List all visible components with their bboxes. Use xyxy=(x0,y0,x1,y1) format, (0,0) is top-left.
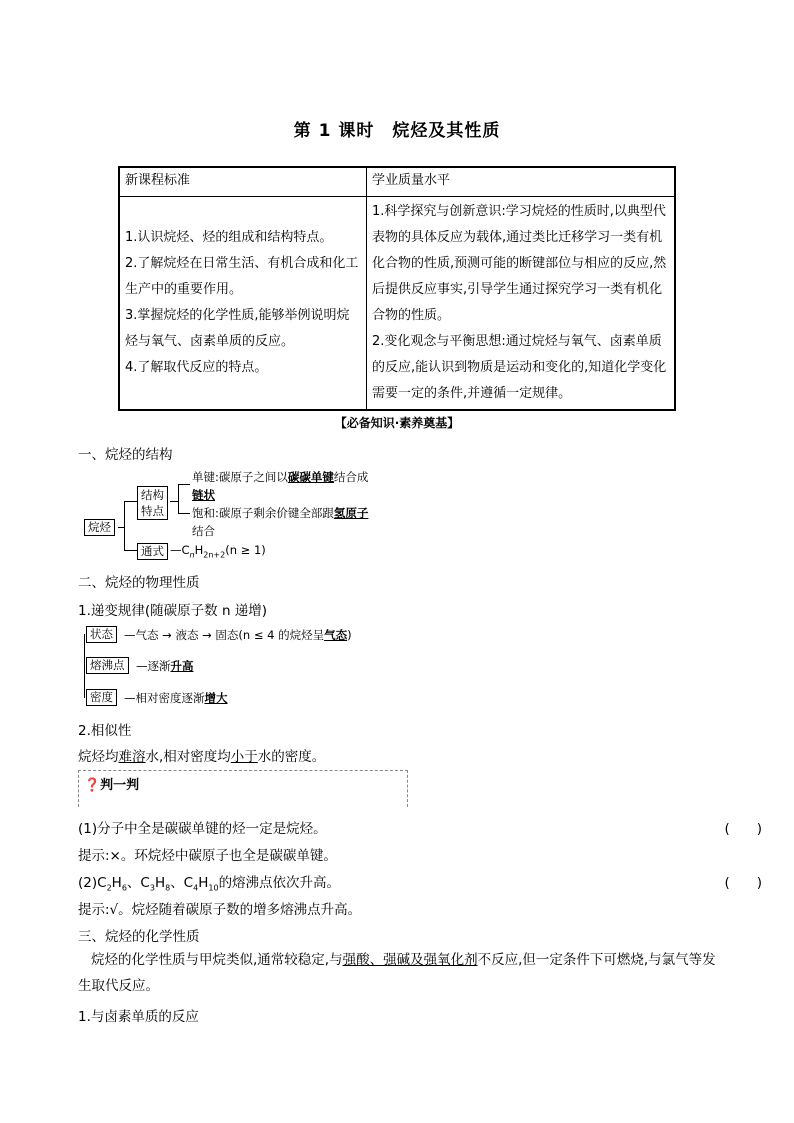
quality-item: 1.科学探究与创新意识:学习烷烃的性质时,以典型代表物的具体反应为载体,通过类比迁移学习一类有机化合物的性质,预测可能的断键部位与相应的反应,然后提供反应事实,引导学生通过探究学习一类有机化合物的性质。 xyxy=(372,204,667,323)
similarity-text: 烷烃均难溶水,相对密度均小于水的密度。 xyxy=(78,749,326,765)
section-heading: 二、烷烃的物理性质 xyxy=(78,575,200,591)
connector-line xyxy=(178,513,190,514)
subheading: 1.递变规律(随碳原子数 n 递增) xyxy=(78,603,268,619)
connector-line xyxy=(170,501,178,502)
connector-line xyxy=(124,501,137,502)
subheading: 2.相似性 xyxy=(78,723,132,739)
boiling-point-trend: —逐渐升高 xyxy=(136,659,194,673)
density-box: 密度 xyxy=(86,689,117,706)
standards-cell xyxy=(119,197,367,411)
question-1: (1)分子中全是碳碳单键的烃一定是烷烃。 xyxy=(78,821,327,837)
curriculum-table xyxy=(118,166,676,411)
connector-line xyxy=(178,484,190,485)
subheading: 1.与卤素单质的反应 xyxy=(78,1009,199,1025)
judge-label: ❓判一判 xyxy=(84,778,140,793)
connector-line xyxy=(124,501,125,550)
answer-paren-2: ( ) xyxy=(724,875,762,891)
chain-keyword: 链状 xyxy=(192,488,215,502)
standard-item: 1.认识烷烃、烃的组成和结构特点。 xyxy=(125,230,333,245)
section-heading: 一、烷烃的结构 xyxy=(78,447,173,463)
diagram-root-box: 烷烃 xyxy=(84,519,115,536)
state-trend: —气态 → 液态 → 固态(n ≤ 4 的烷烃呈气态) xyxy=(124,628,352,642)
hint-2: 提示:√。烷烃随着碳原子数的增多熔沸点升高。 xyxy=(78,902,362,918)
standard-item: 4.了解取代反应的特点。 xyxy=(125,360,268,375)
connector-line xyxy=(84,634,85,698)
section-heading: 三、烷烃的化学性质 xyxy=(78,929,200,945)
saturated-text: 饱和:碳原子剩余价键全部跟氢原子 xyxy=(192,506,369,520)
question-2: $(2)C_2H_6$、$C_3H_8$、$C_4H_{10}$的熔沸点依次升高。 xyxy=(78,875,341,893)
diagram-structure-box xyxy=(137,486,168,520)
saturated-end: 结合 xyxy=(192,524,215,538)
table-header-right: 学业质量水平 xyxy=(367,167,676,197)
diagram-formula-box: 通式 xyxy=(137,543,168,560)
section-banner: 【必备知识·素养奠基】 xyxy=(334,416,460,430)
answer-paren-1: ( ) xyxy=(724,821,762,837)
single-bond-text: 单键:碳原子之间以碳碳单键结合成 xyxy=(192,470,369,484)
state-box: 状态 xyxy=(86,626,117,643)
connector-line xyxy=(178,484,179,513)
quality-cell xyxy=(367,197,676,411)
standard-item: 3.掌握烷烃的化学性质,能够举例说明烷烃与氧气、卤素单质的反应。 xyxy=(125,308,350,349)
general-formula: $—C_nH_{2n+2}(n \ge 1)$ xyxy=(170,543,266,560)
density-trend: —相对密度逐渐增大 xyxy=(124,691,228,705)
connector-line xyxy=(124,550,137,551)
feature-label: 特点 xyxy=(141,504,164,518)
table-header-left: 新课程标准 xyxy=(119,167,367,197)
standard-item: 2.了解烷烃在日常生活、有机合成和化工生产中的重要作用。 xyxy=(125,256,359,297)
chemical-property-paragraph: 烷烃的化学性质与甲烷类似,通常较稳定,与强酸、强碱及强氧化剂不反应,但一定条件下可燃烧,与氯气等发生取代反应。 xyxy=(78,952,716,994)
structure-label: 结构 xyxy=(141,488,164,502)
hint-1: 提示:×。环烷烃中碳原子也全是碳碳单键。 xyxy=(78,848,337,864)
quality-item: 2.变化观念与平衡思想:通过烷烃与氧气、卤素单质的反应,能认识到物质是运动和变化的,知道化学变化需要一定的条件,并遵循一定规律。 xyxy=(372,334,667,401)
page-title: 第 1 课时 烷烃及其性质 xyxy=(293,121,501,141)
boiling-point-box: 熔沸点 xyxy=(86,657,129,674)
